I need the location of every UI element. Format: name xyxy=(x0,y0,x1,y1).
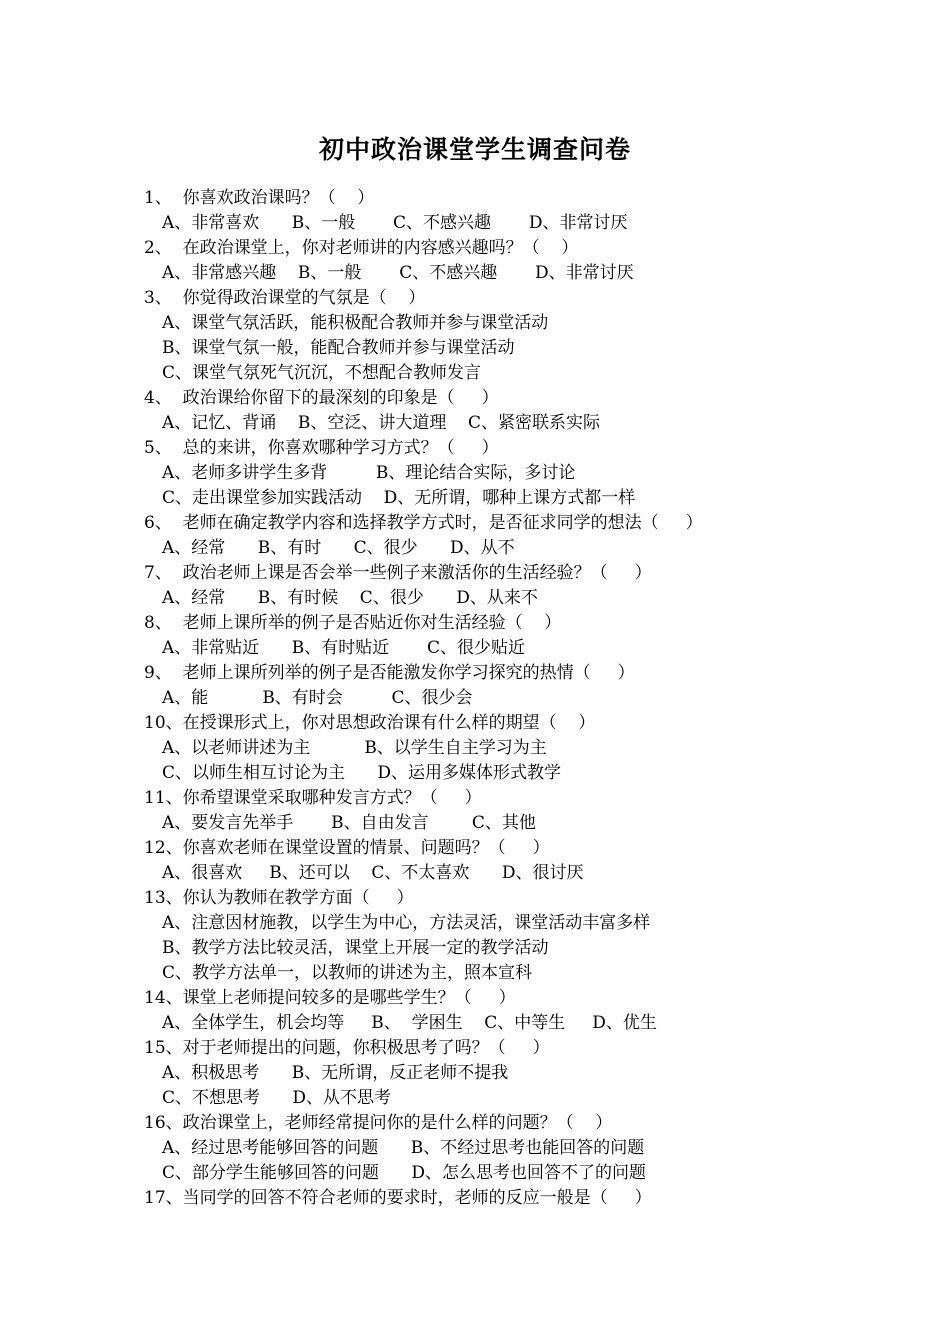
question-15: 15、对于老师提出的问题，你积极思考了吗？（ ） xyxy=(144,1038,550,1058)
question-8: 8、 老师上课所举的例子是否贴近你对生活经验（ ） xyxy=(144,613,562,633)
question-1-options: A、非常喜欢 B、一般 C、不感兴趣 D、非常讨厌 xyxy=(162,213,628,233)
question-13-option-a: A、注意因材施教，以学生为中心，方法灵活，课堂活动丰富多样 xyxy=(162,913,651,933)
question-17: 17、当同学的回答不符合老师的要求时，老师的反应一般是（ ） xyxy=(144,1188,652,1208)
question-1: 1、 你喜欢政治课吗？（ ） xyxy=(144,188,375,208)
question-13-option-c: C、教学方法单一，以教师的讲述为主，照本宣科 xyxy=(162,963,533,983)
question-3: 3、 你觉得政治课堂的气氛是（ ） xyxy=(144,288,426,308)
question-14-options: A、全体学生，机会均等 B、 学困生 C、中等生 D、优生 xyxy=(162,1013,657,1033)
document-title: 初中政治课堂学生调查问卷 xyxy=(318,135,631,164)
question-13-option-b: B、教学方法比较灵活，课堂上开展一定的教学活动 xyxy=(162,938,549,958)
question-7-options: A、经常 B、有时候 C、很少 D、从来不 xyxy=(162,588,538,608)
question-10-options-cd: C、以师生相互讨论为主 D、运用多媒体形式教学 xyxy=(162,763,562,783)
question-2: 2、 在政治课堂上，你对老师讲的内容感兴趣吗？（ ） xyxy=(144,238,579,258)
question-16: 16、政治课堂上，老师经常提问你的是什么样的问题？（ ） xyxy=(144,1113,613,1133)
question-15-options-cd: C、不想思考 D、从不思考 xyxy=(162,1088,392,1108)
question-5: 5、 总的来讲，你喜欢哪种学习方式？（ ） xyxy=(144,438,499,458)
question-6: 6、 老师在确定教学内容和选择教学方式时，是否征求同学的想法（ ） xyxy=(144,513,703,533)
question-13: 13、你认为教师在教学方面（ ） xyxy=(144,888,414,908)
question-12-options: A、很喜欢 B、还可以 C、不太喜欢 D、很讨厌 xyxy=(162,863,584,883)
question-2-options: A、非常感兴趣 B、一般 C、不感兴趣 D、非常讨厌 xyxy=(162,263,634,283)
question-10: 10、在授课形式上，你对思想政治课有什么样的期望（ ） xyxy=(144,713,596,733)
question-5-options-ab: A、老师多讲学生多背 B、理论结合实际，多讨论 xyxy=(162,463,576,483)
question-15-options-ab: A、积极思考 B、无所谓，反正老师不提我 xyxy=(162,1063,509,1083)
question-5-options-cd: C、走出课堂参加实践活动 D、无所谓，哪种上课方式都一样 xyxy=(162,488,636,508)
question-4: 4、 政治课给你留下的最深刻的印象是（ ） xyxy=(144,388,499,408)
question-3-option-c: C、课堂气氛死气沉沉，不想配合教师发言 xyxy=(162,363,482,383)
question-11: 11、你希望课堂采取哪种发言方式？（ ） xyxy=(144,788,482,808)
question-12: 12、你喜欢老师在课堂设置的情景、问题吗？（ ） xyxy=(144,838,550,858)
question-9-options: A、能 B、有时会 C、很少会 xyxy=(162,688,473,708)
question-11-options: A、要发言先举手 B、自由发言 C、其他 xyxy=(162,813,536,833)
question-16-options-cd: C、部分学生能够回答的问题 D、怎么思考也回答不了的问题 xyxy=(162,1163,647,1183)
question-6-options: A、经常 B、有时 C、很少 D、从不 xyxy=(162,538,515,558)
question-8-options: A、非常贴近 B、有时贴近 C、很少贴近 xyxy=(162,638,526,658)
question-3-option-b: B、课堂气氛一般，能配合教师并参与课堂活动 xyxy=(162,338,515,358)
question-16-options-ab: A、经过思考能够回答的问题 B、不经过思考也能回答的问题 xyxy=(162,1138,645,1158)
question-3-option-a: A、课堂气氛活跃，能积极配合教师并参与课堂活动 xyxy=(162,313,549,333)
question-9: 9、 老师上课所列举的例子是否能激发你学习探究的热情（ ） xyxy=(144,663,635,683)
question-14: 14、课堂上老师提问较多的是哪些学生？（ ） xyxy=(144,988,516,1008)
question-7: 7、 政治老师上课是否会举一些例子来激活你的生活经验？（ ） xyxy=(144,563,652,583)
question-4-options: A、记忆、背诵 B、空泛、讲大道理 C、紧密联系实际 xyxy=(162,413,601,433)
question-10-options-ab: A、以老师讲述为主 B、以学生自主学习为主 xyxy=(162,738,547,758)
